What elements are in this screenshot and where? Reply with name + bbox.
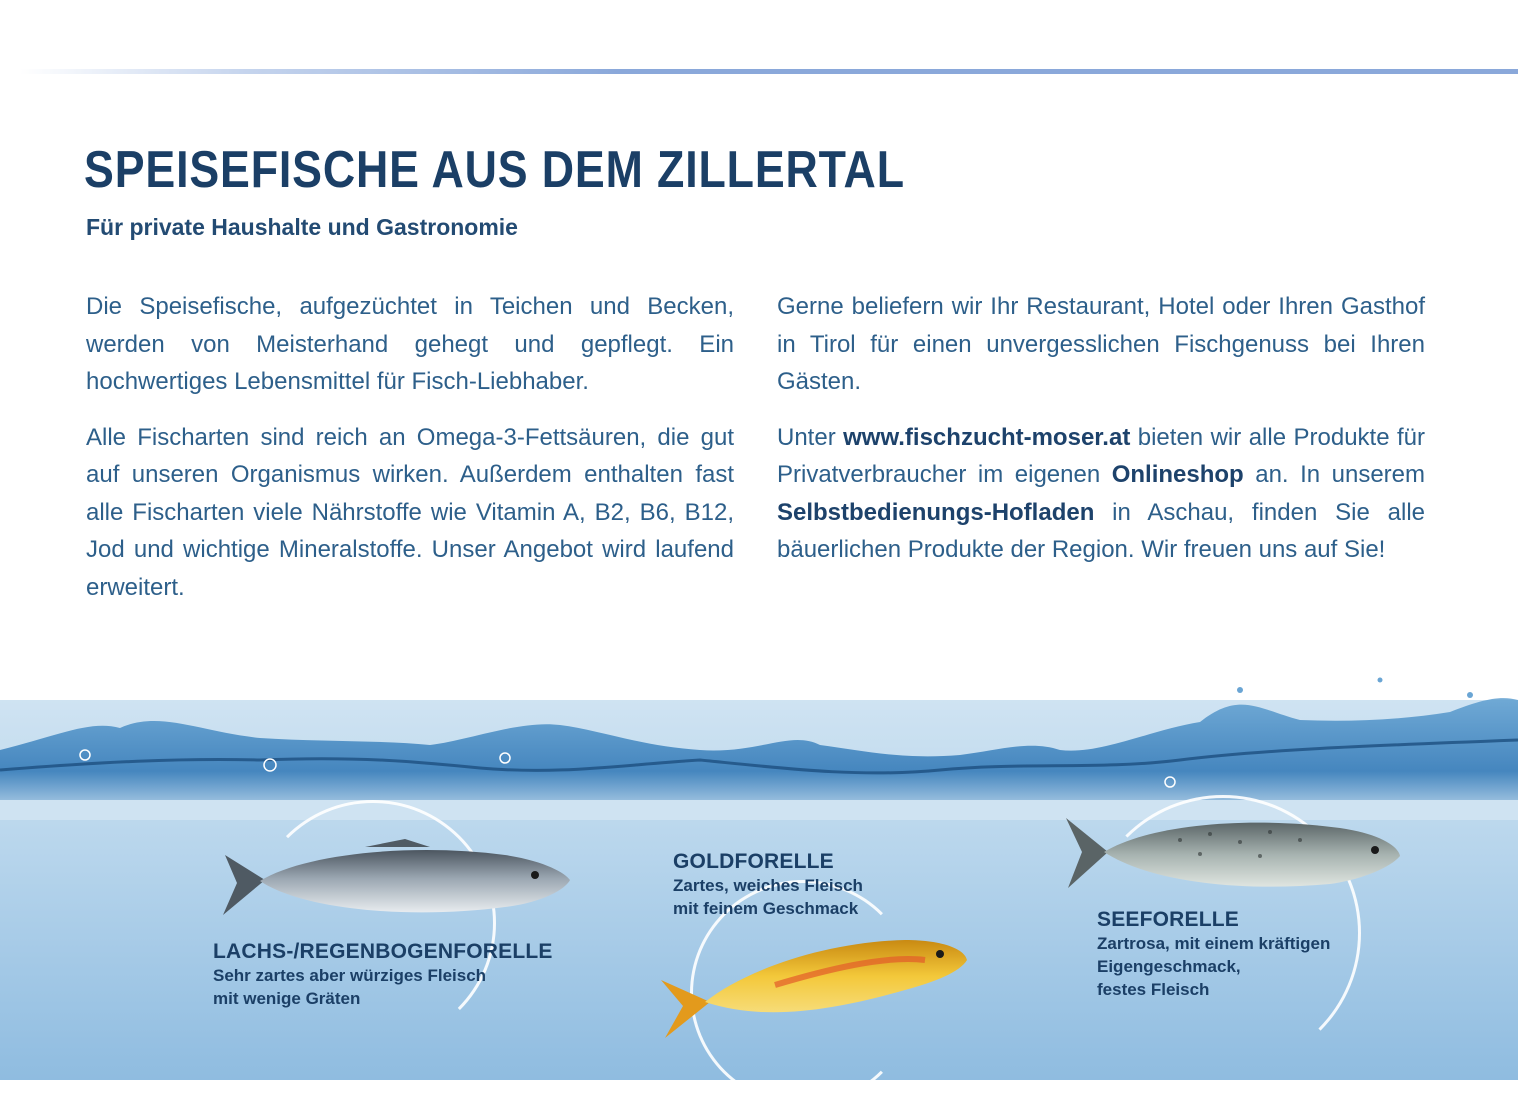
fish-name: GOLDFORELLE xyxy=(673,850,834,873)
fish-label-lake-trout xyxy=(1097,908,1330,1001)
top-divider-line xyxy=(20,69,1518,74)
right-text-column xyxy=(777,288,1425,587)
fish-description: Eigengeschmack, xyxy=(1097,957,1241,976)
fish-description: Sehr zartes aber würziges Fleisch xyxy=(213,966,487,985)
left-text-column xyxy=(86,288,734,624)
hofladen-label: Selbstbedienungs-Hofladen xyxy=(777,498,1095,526)
shop-paragraph xyxy=(777,419,1425,569)
fish-description: Zartrosa, mit einem kräftigen xyxy=(1097,934,1331,953)
rainbow-trout-image xyxy=(215,835,575,930)
onlineshop-link[interactable]: Onlineshop xyxy=(1111,461,1244,488)
text-span: Unter xyxy=(777,423,844,451)
golden-trout-image xyxy=(655,930,975,1045)
text-span: in Aschau, finden Sie alle bäuerlichen Produkte der Region. Wir freuen uns auf Sie! xyxy=(777,498,1425,563)
delivery-paragraph: Gerne beliefern wir Ihr Restaurant, Hotel oder Ihren Gasthof in Tirol für einen unvergesslichen Fischgenuss bei Ihren Gästen. xyxy=(777,293,1425,395)
nutrition-paragraph: Alle Fischarten sind reich an Omega-3-Fettsäuren, die gut auf unseren Organismus wirken. Außerdem enthalten fast alle Fischarten viele Nährstoffe wie Vitamin A, B2, B6, B12, Jod und wichtige Mineralstoffe. Unser Angebot wird laufend erweitert. xyxy=(86,423,734,601)
fish-name: SEEFORELLE xyxy=(1097,908,1240,931)
text-span: bieten wir alle Produkte für Privatverbraucher im eigenen xyxy=(777,423,1426,488)
fish-description: mit wenige Gräten xyxy=(213,989,361,1008)
fish-description: Zartes, weiches Fleisch xyxy=(673,876,863,895)
fish-description: mit feinem Geschmack xyxy=(673,899,859,918)
fish-description: festes Fleisch xyxy=(1097,980,1210,999)
fish-label-golden-trout xyxy=(673,850,863,920)
lake-trout-image xyxy=(1060,810,1405,900)
fish-name: LACHS-/REGENBOGENFORELLE xyxy=(213,940,553,963)
text-span: an. In unserem xyxy=(1243,461,1426,488)
water-splash-illustration xyxy=(0,650,1518,820)
website-link[interactable]: www.fischzucht-moser.at xyxy=(843,423,1131,451)
intro-paragraph: Die Speisefische, aufgezüchtet in Teichen und Becken, werden von Meisterhand gehegt und gepflegt. Ein hochwertiges Lebensmittel für Fisch-Liebhaber. xyxy=(86,293,734,395)
fish-label-rainbow-trout xyxy=(213,940,553,1010)
page-title: SPEISEFISCHE AUS DEM ZILLERTAL xyxy=(84,141,905,199)
page-subtitle: Für private Haushalte und Gastronomie xyxy=(86,214,518,240)
